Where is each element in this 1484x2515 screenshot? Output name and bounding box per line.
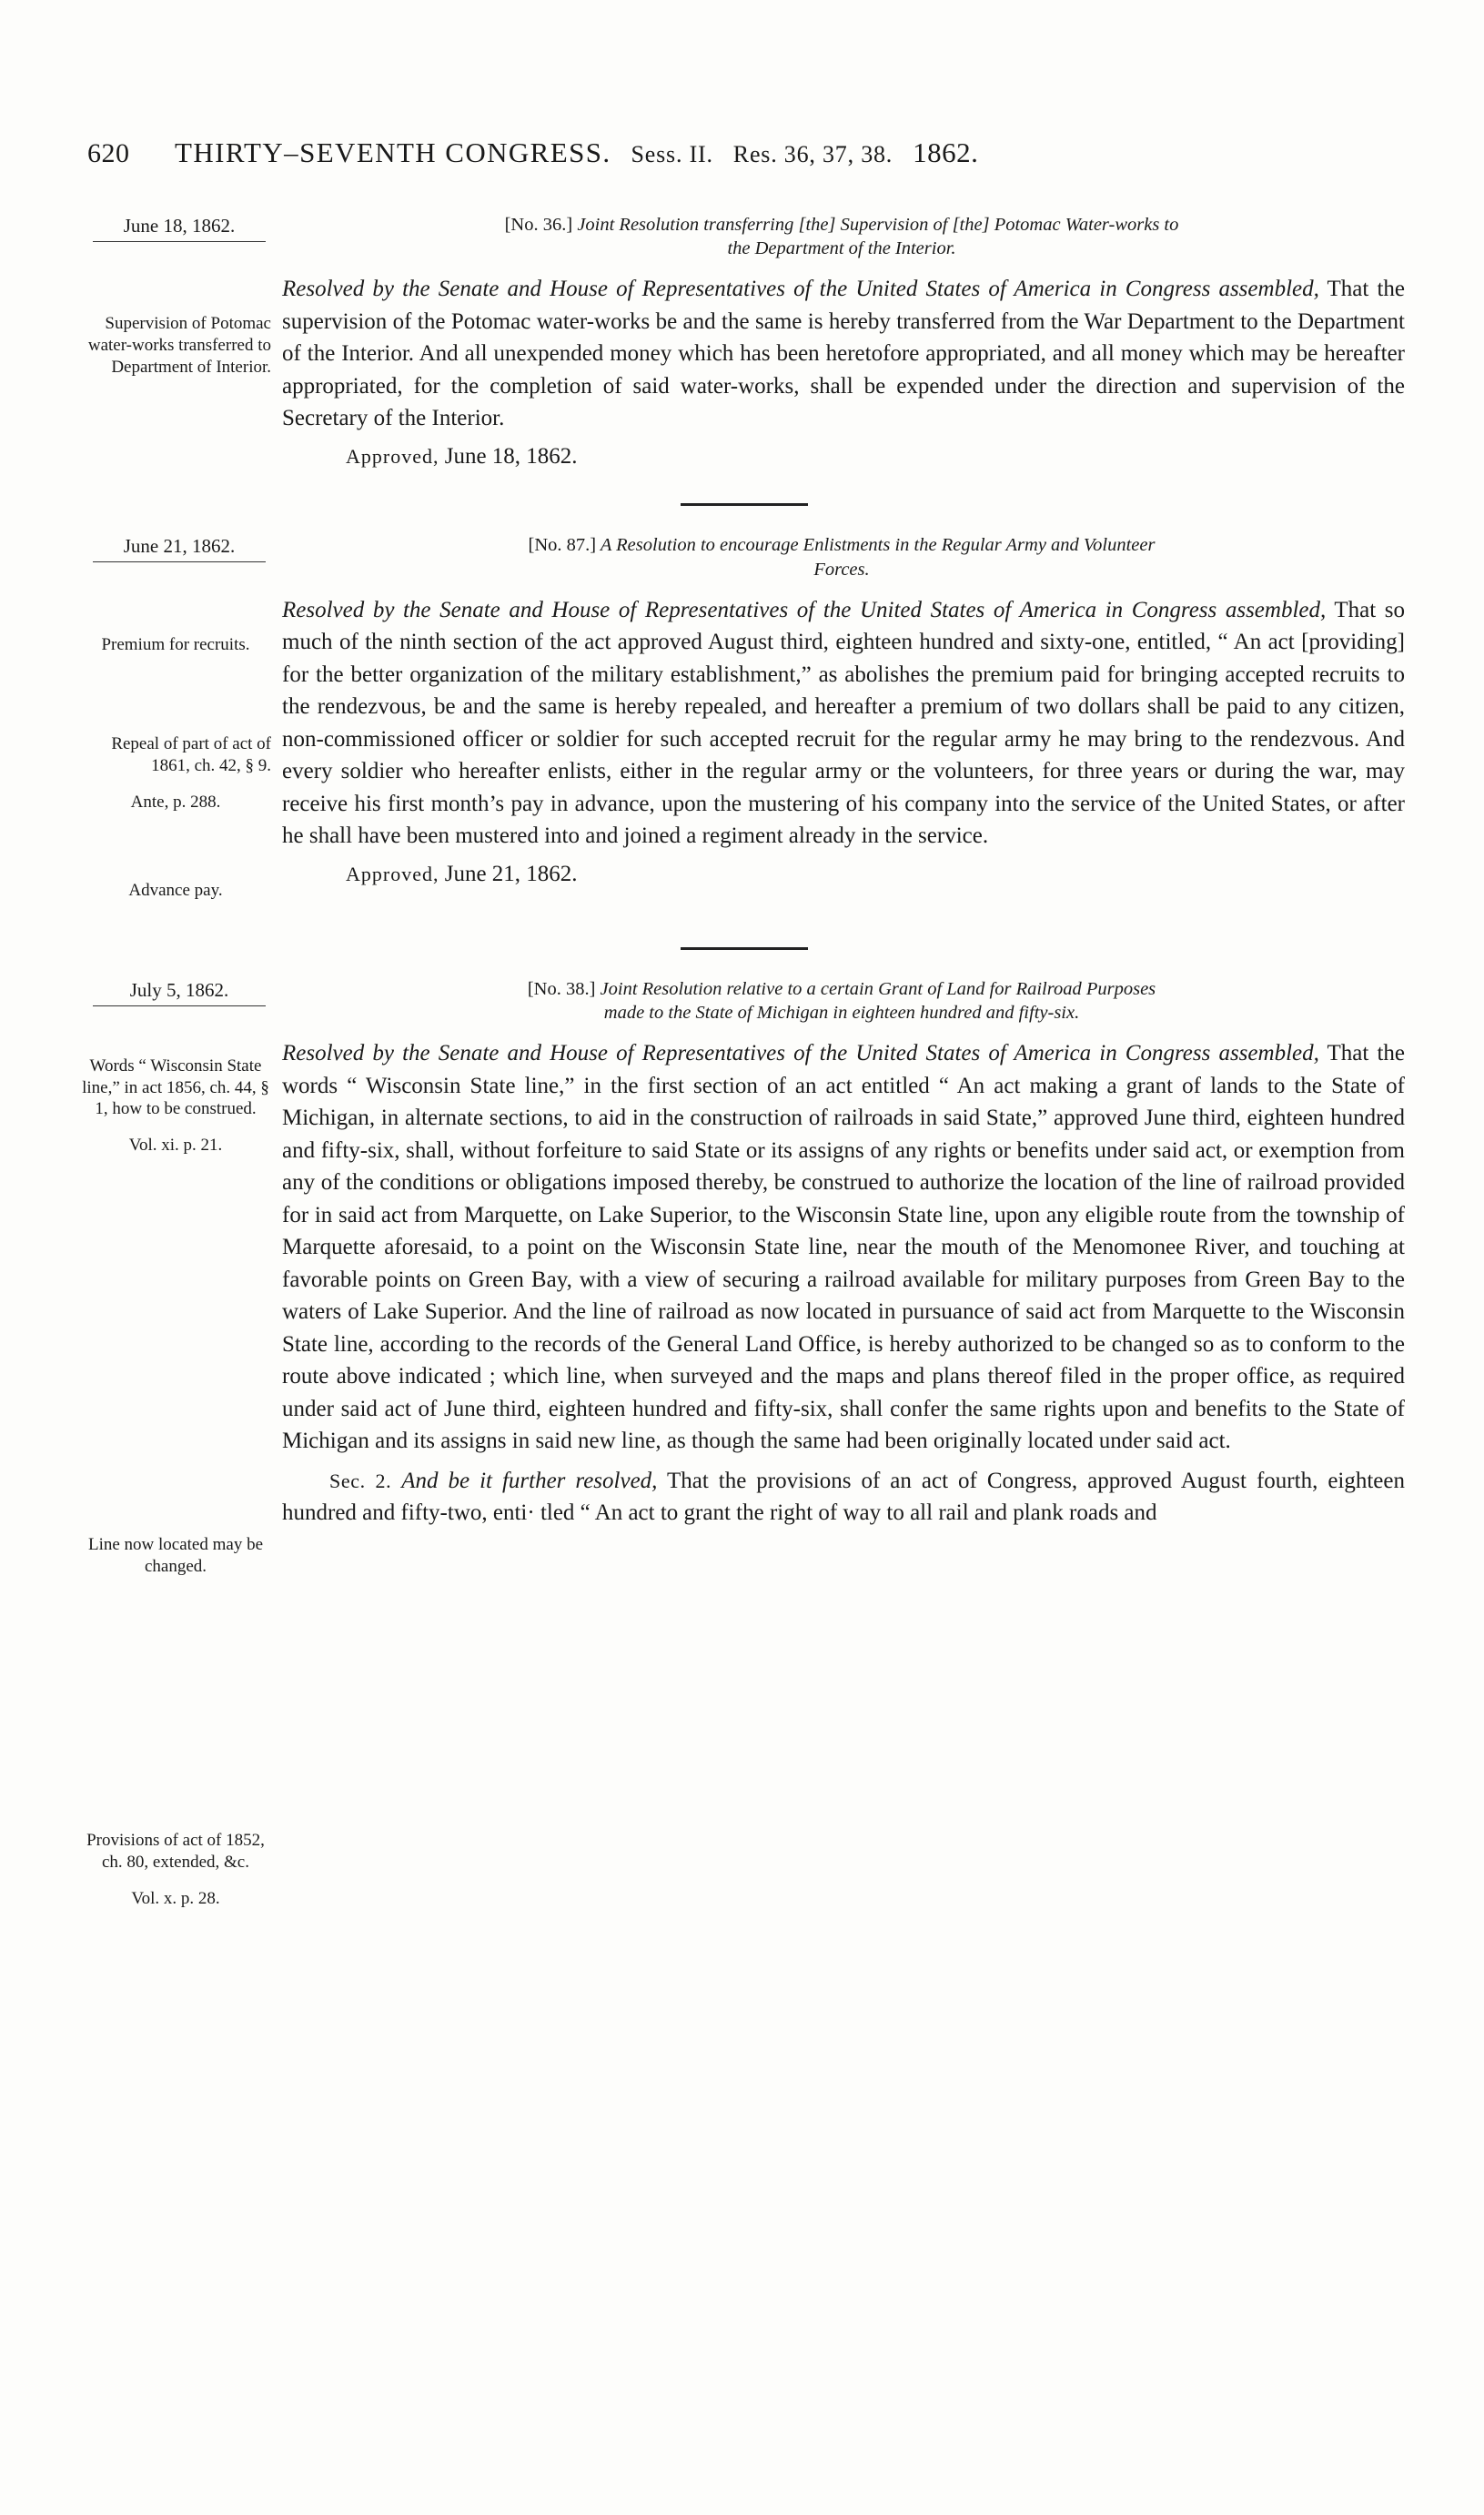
date-rule [93, 241, 266, 242]
section-2-lead: And be it further resolved, [401, 1468, 658, 1493]
resolution-37-date: June 21, 1862. [123, 535, 236, 558]
page-folio: 620 [87, 138, 130, 168]
resolution-37-approved [282, 858, 1405, 891]
resolution-38-text [278, 1037, 1408, 1530]
resolution-38-marginals [80, 1037, 278, 1924]
date-rule [93, 1005, 266, 1006]
resolution-36-number: [No. 36.] [504, 215, 573, 235]
approved-label: Approved, [346, 444, 439, 468]
resolution-36-caption-line1: Joint Resolution transferring [the] Supervision of [the] Potomac Water-works to [577, 215, 1179, 235]
marginal-note: Vol. xi. p. 21. [128, 1135, 223, 1155]
resolution-36-head [80, 213, 1408, 260]
marginal-note: Supervision of Potomac water-works transferred to Department of Interior. [87, 314, 271, 377]
section-divider [681, 503, 808, 506]
resolution-37-caption-line1: A Resolution to encourage Enlistments in the Regular Army and Volunteer [600, 535, 1156, 556]
section-2-label: Sec. 2. [329, 1469, 392, 1492]
resolution-37 [80, 533, 1408, 915]
resolution-36-text [278, 273, 1408, 472]
resolution-36-caption [278, 213, 1408, 260]
header-year: 1862. [913, 136, 979, 168]
resolution-37-body [80, 594, 1408, 916]
marginal-note: Advance pay. [128, 881, 223, 901]
resolution-37-number: [No. 87.] [528, 535, 597, 556]
marginal-note: Vol. x. p. 28. [131, 1888, 220, 1908]
marginal-note: Line now located may be changed. [87, 1535, 264, 1576]
approved-date: June 21, 1862. [444, 861, 578, 886]
date-rule [93, 561, 266, 562]
page-content [80, 136, 1408, 1940]
approved-date: June 18, 1862. [444, 443, 578, 469]
resolution-37-lead: Resolved by the Senate and House of Representatives of the United States of America in Congress assembled, [282, 597, 1327, 622]
resolution-37-head [80, 533, 1408, 581]
resolution-37-marginals [80, 594, 278, 916]
resolution-38-datecol [80, 977, 278, 1006]
resolution-36-datecol [80, 213, 278, 242]
header-congress-title: THIRTY–SEVENTH CONGRESS. [175, 136, 611, 168]
resolution-36-body [80, 273, 1408, 472]
resolution-38-caption-line1: Joint Resolution relative to a certain Grant of Land for Railroad Purposes [600, 978, 1156, 999]
resolution-38-body [80, 1037, 1408, 1924]
marginal-note: Premium for recruits. [101, 634, 250, 654]
resolution-37-maintext: That so much of the ninth section of the act approved August third, eighteen hundred and sixty-one, entitled, “ An act [providing] for the better organization of the military establishment,” as abolishes the premium paid for bringing accepted recruits to the rendezvous, be and the same is hereby repealed, and hereafter a premium of two dollars shall be paid to any citizen, non-commissioned officer or soldier for such accepted recruit for the regular army he may bring to the rendezvous. And every soldier who hereafter enlists, either in the regular army or the volunteers, for three years or during the war, may receive his first month’s pay in advance, upon the mustering of his company into the service of the United States, or after he shall have been mustered into and joined a regiment already in the service. [282, 597, 1405, 849]
resolution-38-caption [278, 977, 1408, 1025]
resolution-38-date: July 5, 1862. [129, 978, 229, 1001]
resolution-38-head [80, 977, 1408, 1025]
resolution-37-text [278, 594, 1408, 891]
resolution-36-caption-line2: the Department of the Interior. [727, 238, 956, 259]
resolution-36-approved [282, 440, 1405, 473]
resolution-37-caption [278, 533, 1408, 581]
resolution-36 [80, 213, 1408, 472]
marginal-note: Ante, p. 288. [130, 792, 221, 812]
resolution-36-marginals [80, 273, 278, 392]
resolution-38-maintext: That the words “ Wisconsin State line,” in the first section of an act entitled “ An act making a grant of lands to the State of Michigan, in alternate sections, to aid in the construction of railroads in said State,” approved June third, eighteen hundred and fifty-six, shall, without forfeiture to said State or its assigns of any rights or benefits under said act, or exemption from any of the conditions or obligations imposed thereby, be construed to authorize the location of the line of railroad provided for in said act from Marquette, on Lake Superior, to the Wisconsin State line, upon any eligible route from the township of Marquette aforesaid, to a point on the Wisconsin State line, near the mouth of the Menomonee River, and touching at favorable points on Green Bay, with a view of securing a railroad available for military purposes from Green Bay to the waters of Lake Superior. And the line of railroad as now located in pursuance of said act from Marquette to the Wisconsin State line, according to the records of the General Land Office, is hereby authorized to be changed so as to conform to the route above indicated ; which line, when surveyed and the maps and plans thereof filed in the proper office, as required under said act of June third, eighteen hundred and fifty-six, shall confer the same rights upon and benefits to the State of Michigan and its assigns in said new line, as though the same had been originally located under said act. [282, 1041, 1405, 1454]
header-resolutions: Res. 36, 37, 38. [732, 141, 893, 167]
marginal-note: Repeal of part of act of 1861, ch. 42, § 9. [111, 734, 271, 776]
approved-label: Approved, [346, 862, 439, 885]
resolution-37-caption-line2: Forces. [813, 559, 870, 580]
resolution-36-lead: Resolved by the Senate and House of Representatives of the United States of America in Congress assembled, [282, 277, 1319, 302]
resolution-38-number: [No. 38.] [527, 978, 596, 999]
resolution-38-caption-line2: made to the State of Michigan in eighteen hundred and fifty-six. [603, 1002, 1080, 1023]
marginal-note: Provisions of act of 1852, ch. 80, extended, &c. [86, 1831, 265, 1872]
resolution-38-lead: Resolved by the Senate and House of Representatives of the United States of America in Congress assembled, [282, 1041, 1319, 1066]
resolution-36-date: June 18, 1862. [123, 215, 236, 237]
marginal-note: Words “ Wisconsin State line,” in act 1856, ch. 44, § 1, how to be construed. [82, 1056, 269, 1119]
resolution-36-maintext: That the supervision of the Potomac water-works be and the same is hereby transferred from the War Department to the Department of the Interior. And all unexpended money which has been heretofore appropriated, and all money which may be hereafter appropriated, for the completion of said water-works, shall be expended under the direction and supervision of the Secretary of the Interior. [282, 277, 1405, 431]
running-head [80, 136, 1408, 169]
resolution-38 [80, 977, 1408, 1924]
section-2-text: That the provisions of an act of Congress, approved August fourth, eighteen hundred and fifty-two, enti· tled “ An act to grant the right of way to all rail and plank roads and [282, 1468, 1405, 1526]
resolution-37-datecol [80, 533, 278, 562]
header-session: Sess. II. [631, 141, 713, 167]
section-divider [681, 947, 808, 950]
